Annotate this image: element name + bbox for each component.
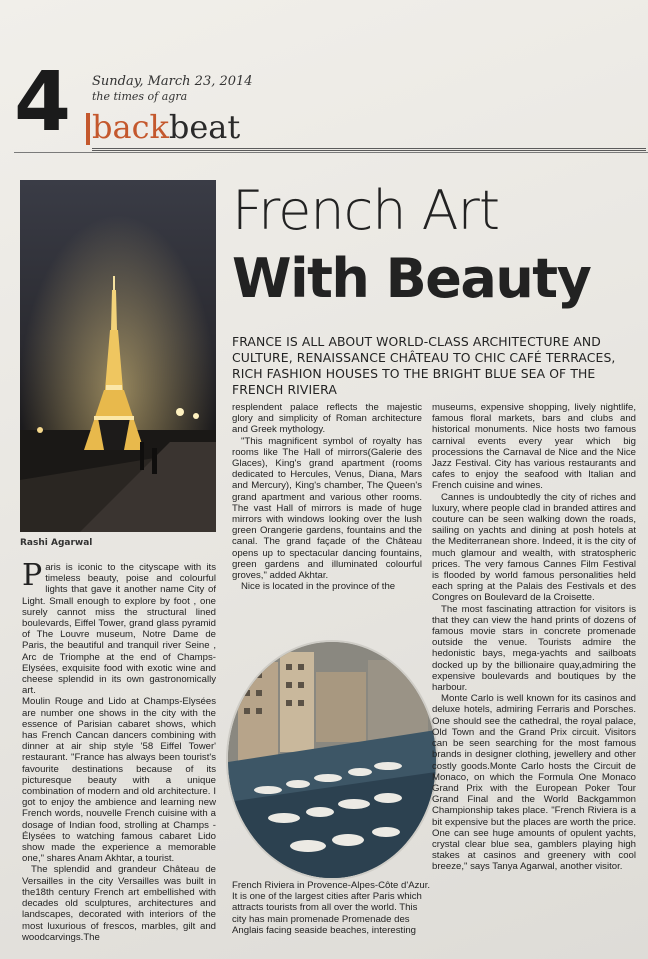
paragraph: resplendent palace reflects the majestic glory and simplicity of Roman architecture and Greek mythology. bbox=[232, 402, 422, 436]
text-line: French Riviera in Provence-Alpes-Côte d'Azur. bbox=[232, 880, 431, 891]
paragraph: Cannes is undoubtedly the city of riches and luxury, where people clad in branded attires and couture can be seen walking down the roads, sailing on yachts and dining at posh hotels at the Mediterranean shore. Indeed, it is the city of much glamour and wealth, with stratospheric prices. The very famous Cannes Film Festival is flooded by world famous personalities held each spring at the Palais des Festivals et des Congres on Boulevard de la Croisette. bbox=[432, 491, 636, 604]
issue-date: Sunday, March 23, 2014 bbox=[92, 74, 253, 89]
eiffel-tower-photo bbox=[20, 180, 216, 532]
standfirst: FRANCE IS ALL ABOUT WORLD-CLASS ARCHITECTURE AND CULTURE, RENAISSANCE CHÂTEAU TO CHIC CAFÉ TERRACES, RICH FASHION HOUSES TO THE BRIGHT BLUE SEA OF THE FRENCH RIVIERA bbox=[232, 334, 616, 397]
section-title bbox=[92, 107, 240, 147]
paragraph bbox=[22, 562, 216, 696]
harbour-illustration bbox=[228, 642, 436, 878]
eiffel-tower-illustration bbox=[20, 180, 216, 532]
paragraph-text: aris is iconic to the cityscape with its timeless beauty, poise and colourful lights that gave it another name City of Light. Small enough to explore by foot , one surely cannot miss the structural lined boulevards, Eiffel Tower, grand glass pyramid of The Louvre museum, Notre Dame de Paris, the beautiful and tranquil river Seine , Arc de Triomphe at the end of Champs-Elysées, exquisite food with exotic wine and cheese splendid in its own gastronomically art. bbox=[22, 562, 216, 697]
monaco-harbour-photo bbox=[226, 640, 438, 880]
article-column-3 bbox=[432, 402, 636, 952]
headline-line-2: With Beauty bbox=[232, 247, 591, 310]
paragraph: The most fascinating attraction for visitors is that they can view the hand prints of dozens of famous movie stars in concrete promenade outside the venue. Tourists admire the hedonistic bays, mega-yachts and sailboats docked up by the billionaire quay,admiring the expensive boulevards and boutiques by the harbour. bbox=[432, 603, 636, 694]
drop-cap: P bbox=[22, 562, 43, 593]
masthead-rule bbox=[92, 148, 646, 151]
text-line: Anglais facing seaside beaches, interesting bbox=[232, 924, 416, 936]
paragraph: Moulin Rouge and Lido at Champs-Elysées are number one shows in the city with the essence of Parisian cabaret shows, which has French Cancan dancers combining with dinner at air ship style '58 Eiffel Tower' restaurant. "France has always been tourist's favourite destinations because of its picturesque beauty with a unique combination of modern and old architecture. I got to enjoy the ambience and learning new French words, nouvelle French cuisine with a dosage of Indian food, strolling at Champs - Élysées to watching famous cabaret Lido show made the experience a memorable one," shares Anam Akhtar, a tourist. bbox=[22, 696, 216, 865]
paragraph: Nice is located in the province of the bbox=[241, 581, 396, 593]
headline-line-1: French Art bbox=[232, 179, 499, 242]
paragraph: The splendid and grandeur Château de Versailles in the city Versailles was built in the18th century French art embellished with decades old sculptures, architectures and landscapes, decorated with interiors of the most luxurious of frescos, marbles, gilt and woodcarvings.The bbox=[22, 864, 216, 943]
section-title-beat: beat bbox=[168, 108, 241, 146]
article-column-1 bbox=[22, 562, 216, 952]
dateline bbox=[92, 74, 253, 104]
text-line: attracts tourists from all over the world. This bbox=[232, 902, 418, 914]
article-column-2 bbox=[232, 402, 422, 630]
paragraph: "This magnificent symbol of royalty has rooms like The Hall of mirrors(Galerie des Glaces), King's grand apartment (rooms dedicated to Hercules, Venus, Diana, Mars and Mercury), King's chamber, The Queen's grand apartment and various other rooms. The vast Hall of mirrors is made of huge mirrors with windows looking over the lush green Orangerie gardens, fountains and the canal. The grand façade of the Château opens up to spectacular dancing fountains, green gardens and illuminated colourful groves," added Akhtar. bbox=[232, 435, 422, 582]
masthead-rule-thin bbox=[14, 152, 648, 153]
text-line: city has main promenade Promenade des bbox=[232, 913, 410, 925]
photo-credit: Rashi Agarwal bbox=[20, 538, 93, 548]
text-line: It is one of the largest cities after Paris which bbox=[232, 891, 422, 903]
paper-name: the times of agra bbox=[92, 90, 188, 103]
page-number: 4 bbox=[14, 55, 68, 150]
paragraph: museums, expensive shopping, lively nightlife, famous floral markets, bars and clubs and historical monuments. Nice hosts two famous carnival events every year which big processions the Carnaval de Nice and the Nice Jazz Festival. City has various restaurants and cafes to enjoy the seafood with Italian and French cuisine and wines. bbox=[432, 402, 636, 492]
column-2-continued bbox=[232, 880, 431, 936]
paragraph: Monte Carlo is well known for its casinos and deluxe hotels, admiring Ferraris and Porsches. One should see the cathedral, the royal palace, Old Town and the Grand Prix circuit. Visitors can be seen searching for the most famous brands in designer clothing, jewellery and other costly goods.Monte Carlo hosts the Circuit de Monaco, on which the Formula One Monaco Grand Prix with the European Poker Tour Grand Final and the World Backgammon Championship takes place. "French Riviera is a bit expensive but the places are worth the price. One can see huge amounts of opulent yachts, crystal clear blue sea, gamblers playing high stakes at casinos and greenery with cool breeze," says Tanya Agarwal, another visitor. bbox=[432, 693, 636, 873]
section-title-back: back bbox=[92, 108, 169, 146]
